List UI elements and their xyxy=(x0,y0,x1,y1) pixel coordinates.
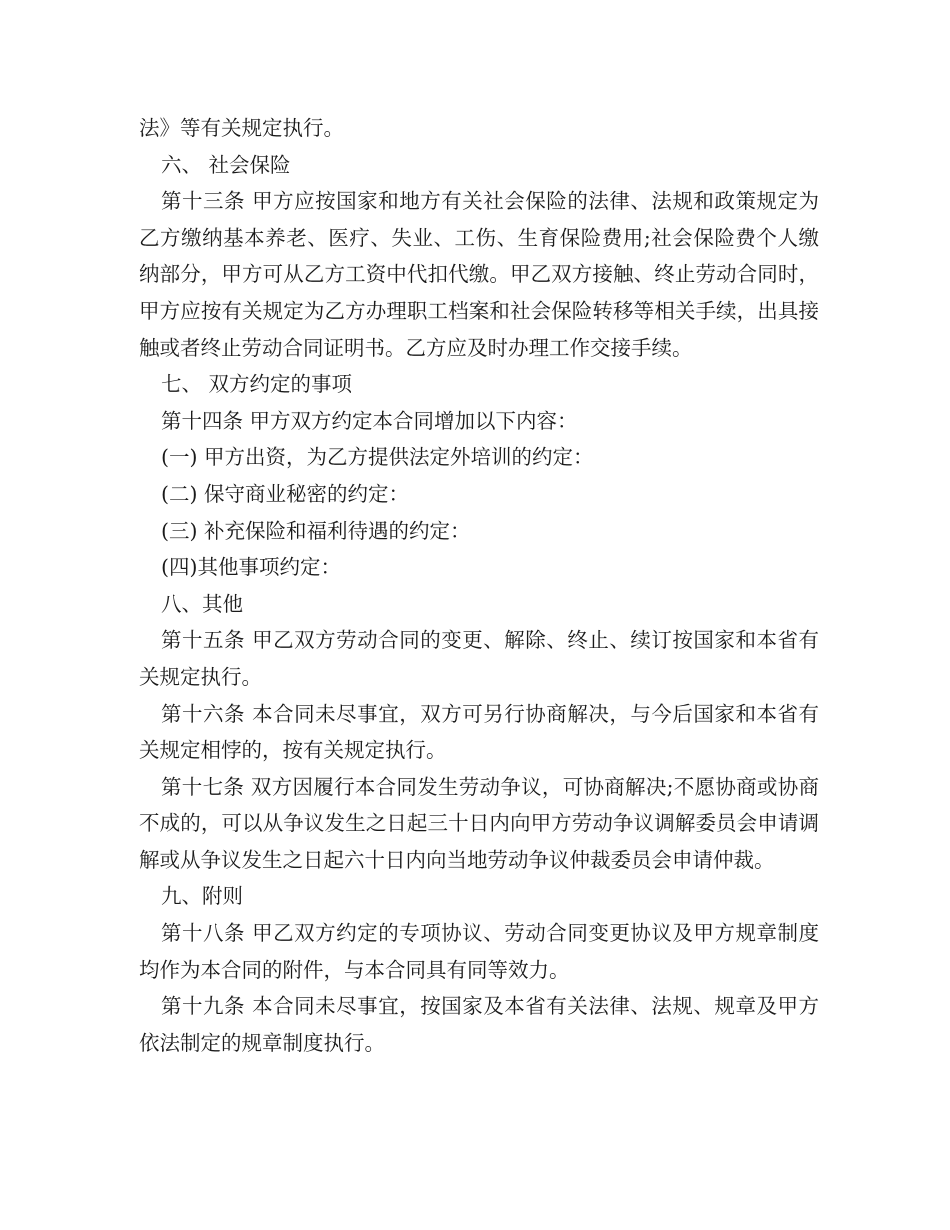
list-item-1: (一) 甲方出资，为乙方提供法定外培训的约定： xyxy=(161,445,594,470)
article-15: 第十五条 甲乙双方劳动合同的变更、解除、终止、续订按国家和本省有关规定执行。 xyxy=(139,628,819,689)
article-16: 第十六条 本合同未尽事宜，双方可另行协商解决，与今后国家和本省有关规定相悖的，按有关规定执行。 xyxy=(139,701,819,763)
section-heading-social-insurance: 六、 社会保险 xyxy=(161,152,291,177)
list-item-3: (三) 补充保险和福利待遇的约定： xyxy=(161,518,471,543)
article-18: 第十八条 甲乙双方约定的专项协议、劳动合同变更协议及甲方规章制度均作为本合同的附件，与本合同具有同等效力。 xyxy=(139,921,819,982)
paragraph-continuation: 法》等有关规定执行。 xyxy=(139,116,344,140)
list-item-4: (四)其他事项约定： xyxy=(161,555,341,580)
article-19: 第十九条 本合同未尽事宜，按国家及本省有关法律、法规、规章及甲方依法制定的规章制度执行。 xyxy=(139,994,819,1055)
document-page xyxy=(139,110,819,1061)
article-17: 第十七条 双方因履行本合同发生劳动争议，可协商解决;不愿协商或协商不成的，可以从争议发生之日起三十日内向甲方劳动争议调解委员会申请调解或从争议发生之日起六十日内向当地劳动争议仲裁委员会申请仲裁。 xyxy=(139,774,819,872)
section-heading-supplementary: 九、附则 xyxy=(161,884,243,909)
list-item-2: (二) 保守商业秘密的约定： xyxy=(161,481,410,506)
article-13: 第十三条 甲方应按国家和地方有关社会保险的法律、法规和政策规定为乙方缴纳基本养老、医疗、失业、工伤、生育保险费用;社会保险费个人缴纳部分，甲方可从乙方工资中代扣代缴。甲乙双方接触、终止劳动合同时，甲方应按有关规定为乙方办理职工档案和社会保险转移等相关手续，出具接触或者终止劳动合同证明书。乙方应及时办理工作交接手续。 xyxy=(139,189,819,360)
article-14: 第十四条 甲方双方约定本合同增加以下内容： xyxy=(161,408,578,433)
section-heading-other: 八、其他 xyxy=(161,591,243,616)
section-heading-agreed-matters: 七、 双方约定的事项 xyxy=(161,372,353,397)
